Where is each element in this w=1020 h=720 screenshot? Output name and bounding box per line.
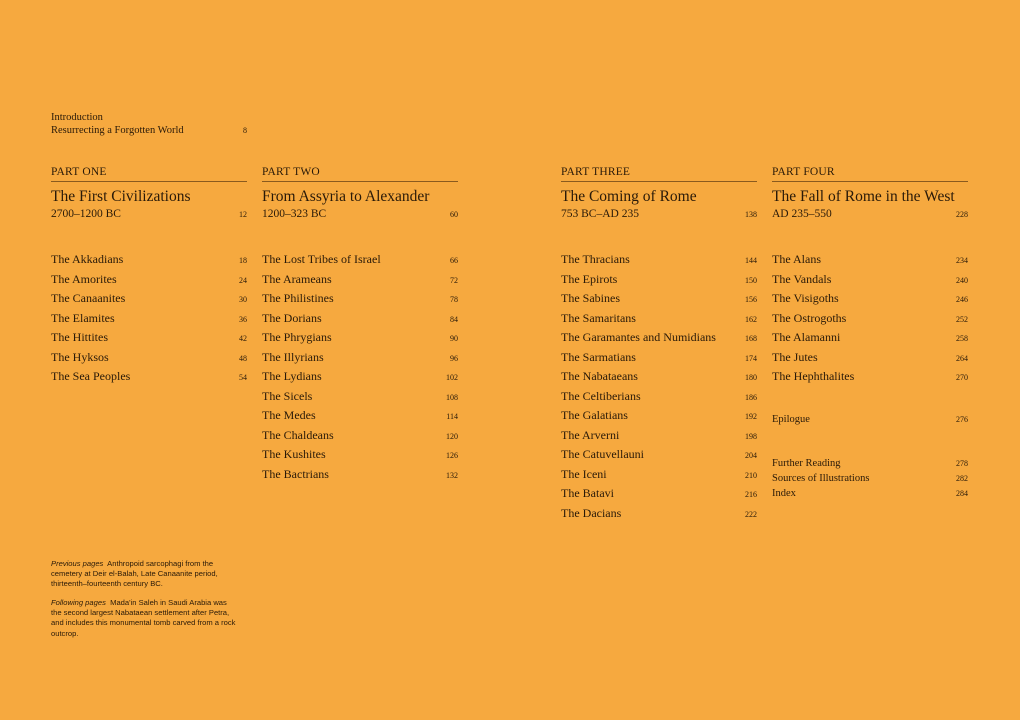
entry-title: The Dorians [262, 310, 322, 325]
entry-page: 186 [745, 392, 757, 402]
introduction-label: Introduction [51, 112, 103, 123]
toc-entry [561, 506, 757, 526]
entry-title: The Vandals [772, 271, 832, 286]
part-label: PART FOUR [772, 166, 968, 182]
caption-text: Mada'in Saleh in Saudi Arabia was the second largest Nabataean settlement after Petra, and includes this monumental tomb carved from a rock outcrop. [51, 598, 236, 638]
entry-page: 90 [450, 334, 458, 343]
part-three-entries [561, 252, 757, 525]
toc-entry [561, 369, 757, 389]
entry-title: The Chaldeans [262, 427, 334, 442]
toc-entry [262, 428, 458, 448]
toc-entry [561, 350, 757, 370]
entry-title: The Hittites [51, 330, 108, 344]
toc-entry [772, 330, 968, 350]
toc-entry [561, 467, 757, 487]
part-label: PART THREE [561, 166, 757, 182]
entry-title: The Hyksos [51, 349, 109, 364]
part-page: 138 [745, 210, 757, 219]
entry-title: The Visigoths [772, 291, 839, 305]
entry-page: 36 [239, 314, 247, 324]
entry-page: 114 [446, 412, 458, 421]
caption-lead: Following pages [51, 598, 106, 607]
caption-lead: Previous pages [51, 559, 104, 568]
sources-entry [772, 473, 968, 484]
entry-title: The Sicels [262, 388, 313, 403]
entry-page: 54 [239, 373, 247, 382]
entry-page: 162 [745, 314, 757, 324]
entry-page: 210 [745, 470, 757, 480]
entry-page: 72 [450, 275, 458, 285]
toc-entry [51, 291, 247, 311]
entry-title: The Bactrians [262, 466, 329, 481]
part-dates: 753 BC–AD 235 [561, 208, 639, 220]
toc-entry [262, 311, 458, 331]
entry-title: The Catuvellauni [561, 447, 644, 461]
toc-entry [51, 350, 247, 370]
entry-page: 246 [956, 295, 968, 304]
part-dates-row [262, 208, 458, 220]
entry-page: 24 [239, 275, 247, 285]
entry-title: The Hephthalites [772, 369, 855, 383]
part-one-header [51, 166, 247, 220]
entry-page: 96 [450, 353, 458, 363]
entry-page: 234 [956, 256, 968, 265]
entry-page: 48 [239, 353, 247, 363]
entry-page: 126 [446, 451, 458, 460]
entry-title: The Illyrians [262, 349, 324, 364]
entry-title: The Galatians [561, 408, 628, 422]
toc-entry [561, 272, 757, 292]
entry-title: The Akkadians [51, 252, 124, 266]
entry-page: 258 [956, 334, 968, 343]
toc-entry [561, 486, 757, 506]
entry-title: The Elamites [51, 310, 115, 325]
entry-page: 270 [956, 373, 968, 382]
part-two-header [262, 166, 458, 220]
entry-title: The Phrygians [262, 330, 332, 344]
epilogue-title: Epilogue [772, 414, 810, 425]
further-reading-entry [772, 458, 968, 469]
part-dates-row [772, 208, 968, 220]
introduction-entry [51, 112, 247, 137]
entry-title: The Lost Tribes of Israel [262, 252, 381, 266]
part-title: The Coming of Rome [561, 188, 697, 205]
toc-entry [51, 369, 247, 389]
entry-title: The Thracians [561, 252, 630, 266]
toc-entry [262, 291, 458, 311]
entry-title: The Sabines [561, 291, 620, 305]
entry-title: The Sarmatians [561, 349, 636, 364]
entry-title: The Ostrogoths [772, 310, 847, 325]
introduction-row [51, 125, 247, 138]
entry-title: The Batavi [561, 486, 614, 500]
toc-entry [561, 252, 757, 272]
toc-entry [772, 311, 968, 331]
entry-page: 120 [446, 431, 458, 441]
entry-page: 150 [745, 275, 757, 285]
entry-page: 264 [956, 353, 968, 363]
part-page: 12 [239, 210, 247, 219]
toc-entry [262, 467, 458, 487]
toc-entry [51, 311, 247, 331]
toc-entry [561, 428, 757, 448]
toc-entry [51, 330, 247, 350]
part-page: 228 [956, 210, 968, 219]
entry-page: 222 [745, 509, 757, 519]
entry-page: 198 [745, 431, 757, 441]
part-two-entries [262, 252, 458, 486]
toc-entry [262, 252, 458, 272]
introduction-title: Resurrecting a Forgotten World [51, 124, 184, 136]
part-three-header [561, 166, 757, 220]
sources-title: Sources of Illustrations [772, 473, 870, 484]
entry-page: 180 [745, 373, 757, 382]
part-four-entries [772, 252, 968, 389]
entry-page: 66 [450, 256, 458, 265]
toc-entry [561, 311, 757, 331]
part-dates-row [561, 208, 757, 220]
entry-page: 30 [239, 295, 247, 304]
entry-page: 132 [446, 470, 458, 480]
entry-page: 240 [956, 275, 968, 285]
toc-entry [772, 272, 968, 292]
part-title: The Fall of Rome in the West [772, 188, 955, 205]
entry-title: The Nabataeans [561, 369, 638, 383]
entry-title: The Kushites [262, 447, 326, 461]
entry-page: 216 [745, 490, 757, 499]
toc-entry [561, 408, 757, 428]
previous-pages-caption [51, 559, 237, 590]
epilogue-entry [772, 414, 968, 425]
part-title: The First Civilizations [51, 188, 191, 205]
entry-title: The Arverni [561, 427, 620, 442]
index-title: Index [772, 488, 796, 499]
part-page: 60 [450, 210, 458, 219]
entry-title: The Sea Peoples [51, 369, 131, 383]
entry-page: 102 [446, 373, 458, 382]
index-entry [772, 488, 968, 499]
toc-entry [51, 252, 247, 272]
caption-text: Anthropoid sarcophagi from the cemetery at Deir el-Balah, Late Canaanite period, thirteenth–fourteenth century BC. [51, 559, 218, 589]
toc-entry [262, 350, 458, 370]
entry-title: The Arameans [262, 271, 332, 286]
entry-page: 84 [450, 314, 458, 324]
entry-page: 156 [745, 295, 757, 304]
part-dates: AD 235–550 [772, 208, 832, 220]
part-label: PART TWO [262, 166, 458, 182]
entry-page: 18 [239, 256, 247, 265]
entry-page: 192 [745, 412, 757, 421]
entry-page: 78 [450, 295, 458, 304]
toc-entry [772, 350, 968, 370]
toc-entry [772, 252, 968, 272]
introduction-page: 8 [243, 125, 247, 135]
toc-entry [561, 389, 757, 409]
toc-entry [51, 272, 247, 292]
further-reading-title: Further Reading [772, 458, 841, 469]
entry-page: 204 [745, 451, 757, 460]
entry-page: 108 [446, 392, 458, 402]
entry-title: The Samaritans [561, 310, 636, 325]
entry-title: The Alans [772, 252, 821, 266]
toc-entry [561, 291, 757, 311]
entry-title: The Alamanni [772, 330, 841, 344]
part-four-header [772, 166, 968, 220]
entry-title: The Celtiberians [561, 388, 641, 403]
toc-entry [561, 447, 757, 467]
part-dates: 1200–323 BC [262, 208, 327, 220]
toc-entry [772, 291, 968, 311]
entry-title: The Dacians [561, 505, 622, 520]
part-title: From Assyria to Alexander [262, 188, 430, 205]
entry-page: 144 [745, 256, 757, 265]
entry-title: The Philistines [262, 291, 334, 305]
sources-page: 282 [956, 474, 968, 483]
toc-entry [262, 369, 458, 389]
index-page: 284 [956, 489, 968, 498]
entry-title: The Amorites [51, 271, 117, 286]
toc-entry [561, 330, 757, 350]
toc-entry [262, 330, 458, 350]
entry-title: The Jutes [772, 349, 818, 364]
part-one-entries [51, 252, 247, 389]
epilogue-page: 276 [956, 415, 968, 424]
entry-page: 168 [745, 334, 757, 343]
toc-entry [262, 272, 458, 292]
further-reading-page: 278 [956, 459, 968, 468]
entry-page: 174 [745, 353, 757, 363]
toc-entry [262, 447, 458, 467]
toc-entry [262, 408, 458, 428]
entry-page: 42 [239, 334, 247, 343]
toc-entry [772, 369, 968, 389]
entry-title: The Epirots [561, 271, 618, 286]
toc-entry [262, 389, 458, 409]
entry-title: The Canaanites [51, 291, 126, 305]
following-pages-caption [51, 598, 237, 639]
entry-title: The Garamantes and Numidians [561, 330, 716, 344]
entry-page: 252 [956, 314, 968, 324]
entry-title: The Medes [262, 408, 316, 422]
part-dates: 2700–1200 BC [51, 208, 121, 220]
entry-title: The Iceni [561, 466, 607, 481]
part-label: PART ONE [51, 166, 247, 182]
part-dates-row [51, 208, 247, 220]
entry-title: The Lydians [262, 369, 322, 383]
